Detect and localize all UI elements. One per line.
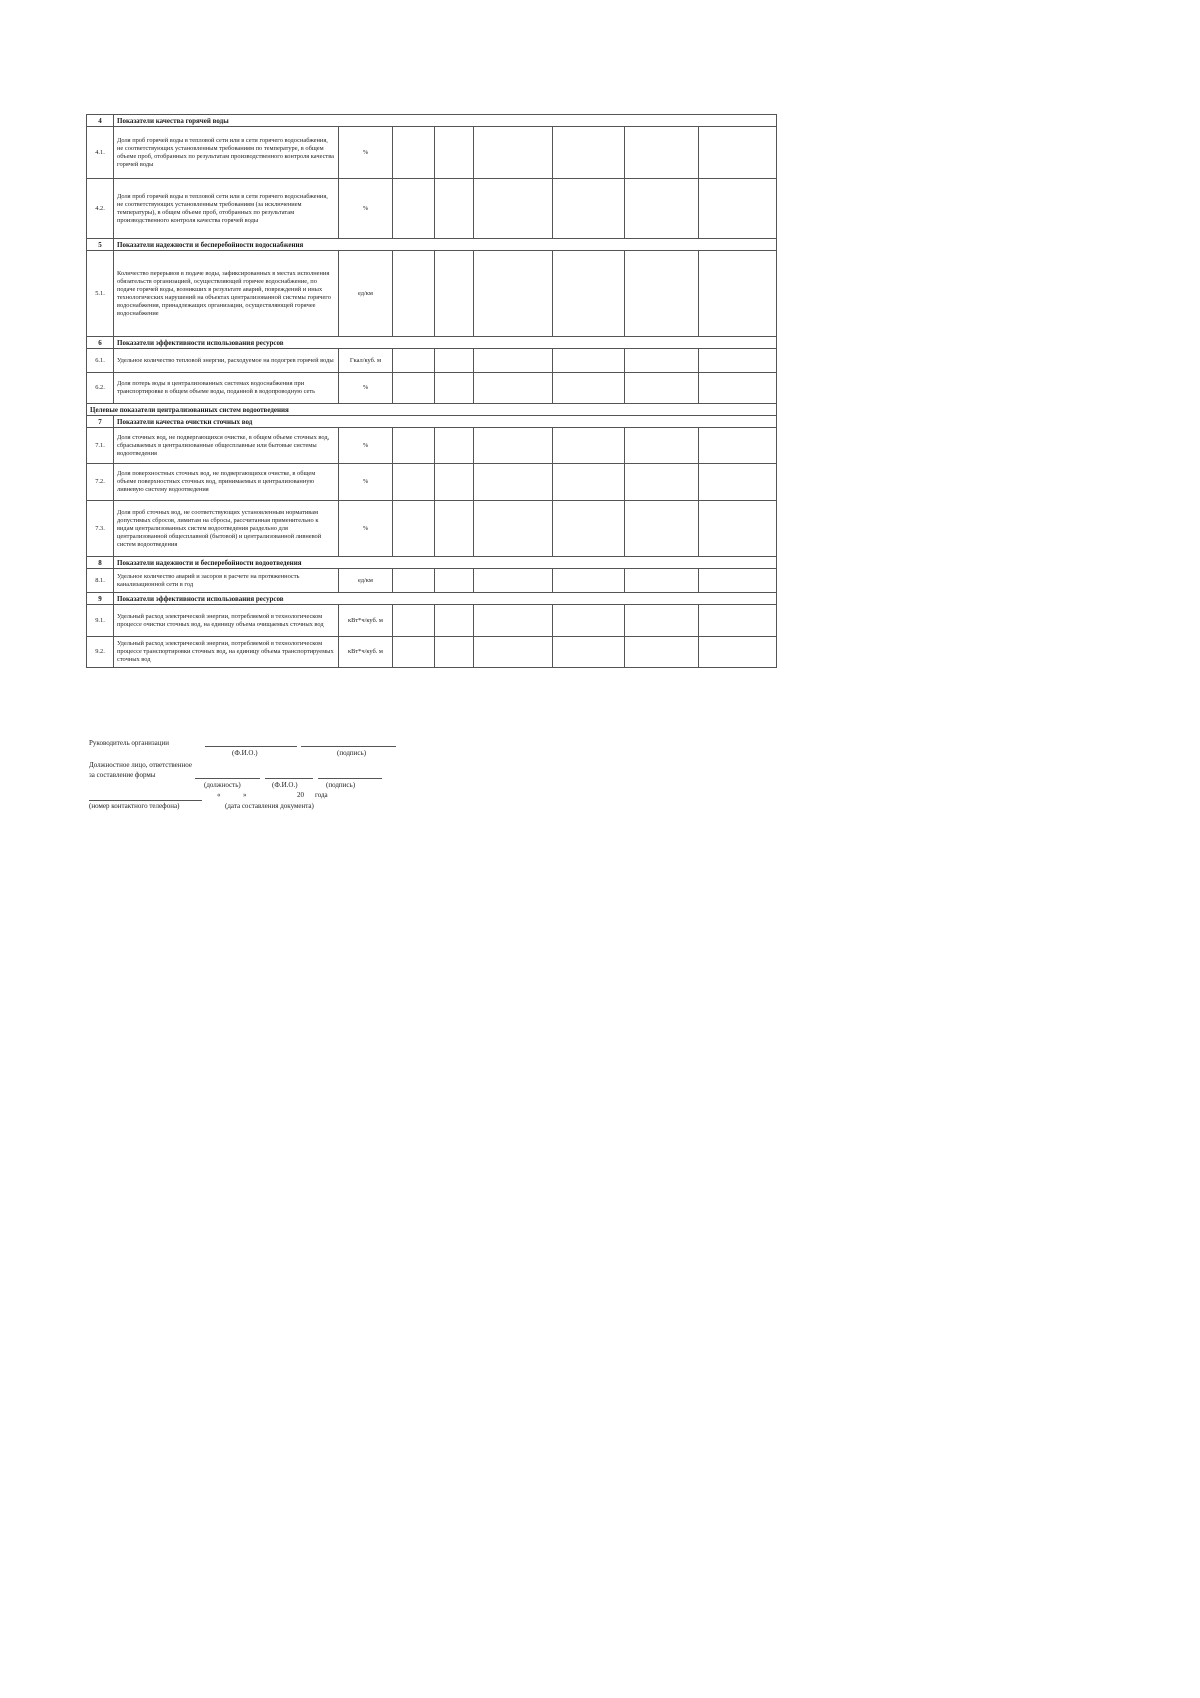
group-title: Целевые показатели централизованных систем водоотведения	[87, 404, 777, 416]
value-cell[interactable]	[393, 349, 435, 373]
value-cell[interactable]	[553, 605, 625, 637]
value-cell[interactable]	[435, 179, 474, 239]
value-cell[interactable]	[435, 127, 474, 179]
resp-position-line	[195, 778, 260, 779]
indicator-unit: кВт*ч/куб. м	[339, 637, 393, 668]
indicator-number: 4.2.	[87, 179, 114, 239]
phone-caption: (номер контактного телефона)	[89, 802, 180, 810]
value-cell[interactable]	[553, 251, 625, 337]
section-header-row	[87, 239, 777, 251]
section-header-row	[87, 337, 777, 349]
resp-label-1: Должностное лицо, ответственное	[89, 761, 192, 769]
value-cell[interactable]	[393, 428, 435, 464]
section-title: Показатели надежности и бесперебойности водоотведения	[114, 557, 777, 569]
section-title: Показатели качества очистки сточных вод	[114, 416, 777, 428]
value-cell[interactable]	[625, 501, 699, 557]
value-cell[interactable]	[474, 127, 553, 179]
head-sign-caption: (подпись)	[337, 749, 367, 757]
value-cell[interactable]	[699, 501, 777, 557]
section-title: Показатели качества горячей воды	[114, 115, 777, 127]
indicator-unit: %	[339, 501, 393, 557]
section-header-row	[87, 593, 777, 605]
value-cell[interactable]	[625, 349, 699, 373]
indicator-row	[87, 605, 777, 637]
section-header-row	[87, 416, 777, 428]
value-cell[interactable]	[474, 428, 553, 464]
value-cell[interactable]	[435, 428, 474, 464]
indicator-row	[87, 373, 777, 404]
indicator-name: Доля проб сточных вод, не соответствующих установленным нормативам допустимых сбросов, лимитам на сбросы, рассчитанная применительно к видам централизованных систем водоотведения раздельно для централизованной общесплавной (бытовой) и централизованной ливневой систем водоотведения	[114, 501, 339, 557]
resp-label-2: за составление формы	[89, 771, 156, 779]
value-cell[interactable]	[474, 605, 553, 637]
indicator-number: 6.1.	[87, 349, 114, 373]
value-cell[interactable]	[699, 127, 777, 179]
value-cell[interactable]	[474, 569, 553, 593]
indicator-unit: ед/км	[339, 569, 393, 593]
value-cell[interactable]	[393, 464, 435, 501]
value-cell[interactable]	[699, 605, 777, 637]
indicators-table	[86, 114, 777, 668]
indicator-name: Доля сточных вод, не подвергающихся очистке, в общем объеме сточных вод, сбрасываемых в централизованные общесплавные или бытовые системы водоотведения	[114, 428, 339, 464]
head-fio-line	[205, 746, 297, 747]
indicator-number: 4.1.	[87, 127, 114, 179]
indicator-name: Доля проб горячей воды в тепловой сети или в сети горячего водоснабжения, не соответствующих установленным требованиям (за исключением температуры), в общем объеме проб, отобранных по результатам производственного контроля качества горячей воды	[114, 179, 339, 239]
value-cell[interactable]	[553, 569, 625, 593]
resp-position-caption: (должность)	[204, 781, 241, 789]
value-cell[interactable]	[474, 251, 553, 337]
indicator-number: 8.1.	[87, 569, 114, 593]
indicator-number: 6.2.	[87, 373, 114, 404]
indicator-unit: %	[339, 373, 393, 404]
indicator-unit: %	[339, 464, 393, 501]
section-number: 9	[87, 593, 114, 605]
value-cell[interactable]	[435, 464, 474, 501]
section-number: 8	[87, 557, 114, 569]
value-cell[interactable]	[393, 569, 435, 593]
value-cell[interactable]	[625, 127, 699, 179]
indicator-row	[87, 179, 777, 239]
value-cell[interactable]	[435, 501, 474, 557]
indicator-name: Доля потерь воды в централизованных системах водоснабжения при транспортировке в общем объеме воды, поданной в водопроводную сеть	[114, 373, 339, 404]
value-cell[interactable]	[393, 637, 435, 668]
section-header-row	[87, 557, 777, 569]
indicator-name: Доля поверхностных сточных вод, не подвергающихся очистке, в общем объеме поверхностных сточных вод, принимаемых в централизованную ливневую систему водоотведения	[114, 464, 339, 501]
value-cell[interactable]	[553, 349, 625, 373]
value-cell[interactable]	[625, 605, 699, 637]
value-cell[interactable]	[699, 464, 777, 501]
date-quote-close: »	[243, 791, 247, 799]
resp-fio-line	[265, 778, 313, 779]
indicator-row	[87, 569, 777, 593]
value-cell[interactable]	[474, 349, 553, 373]
indicator-number: 7.1.	[87, 428, 114, 464]
section-number: 4	[87, 115, 114, 127]
section-header-row	[87, 115, 777, 127]
indicator-row	[87, 637, 777, 668]
value-cell[interactable]	[625, 464, 699, 501]
value-cell[interactable]	[553, 637, 625, 668]
indicator-row	[87, 349, 777, 373]
indicator-unit: %	[339, 127, 393, 179]
value-cell[interactable]	[393, 501, 435, 557]
head-label: Руководитель организации	[89, 739, 169, 747]
value-cell[interactable]	[625, 428, 699, 464]
value-cell[interactable]	[553, 373, 625, 404]
indicator-number: 7.2.	[87, 464, 114, 501]
indicator-unit: кВт*ч/куб. м	[339, 605, 393, 637]
value-cell[interactable]	[435, 605, 474, 637]
resp-sign-caption: (подпись)	[326, 781, 356, 789]
value-cell[interactable]	[474, 373, 553, 404]
value-cell[interactable]	[625, 569, 699, 593]
value-cell[interactable]	[393, 251, 435, 337]
value-cell[interactable]	[625, 179, 699, 239]
value-cell[interactable]	[553, 179, 625, 239]
value-cell[interactable]	[699, 179, 777, 239]
indicator-row	[87, 464, 777, 501]
value-cell[interactable]	[474, 501, 553, 557]
value-cell[interactable]	[699, 637, 777, 668]
value-cell[interactable]	[553, 501, 625, 557]
date-quote-open: «	[217, 791, 221, 799]
indicator-number: 7.3.	[87, 501, 114, 557]
value-cell[interactable]	[393, 605, 435, 637]
indicator-number: 9.2.	[87, 637, 114, 668]
indicator-row	[87, 501, 777, 557]
section-number: 5	[87, 239, 114, 251]
resp-sign-line	[318, 778, 382, 779]
date-year-suffix: года	[315, 791, 328, 799]
value-cell[interactable]	[474, 637, 553, 668]
value-cell[interactable]	[625, 373, 699, 404]
value-cell[interactable]	[625, 637, 699, 668]
indicator-unit: %	[339, 179, 393, 239]
head-sign-line	[301, 746, 396, 747]
indicator-number: 9.1.	[87, 605, 114, 637]
indicator-name: Удельное количество аварий и засоров в расчете на протяженность канализационной сети в год	[114, 569, 339, 593]
value-cell[interactable]	[699, 373, 777, 404]
indicator-name: Количество перерывов в подаче воды, зафиксированных в местах исполнения обязательств организацией, осуществляющей горячее водоснабжение, по подаче горячей воды, возникших в результате аварий, повреждений и иных технологических нарушений на объектах централизованной системы горячего водоснабжения, принадлежащих организации, осуществляющей горячее водоснабжение	[114, 251, 339, 337]
value-cell[interactable]	[553, 464, 625, 501]
value-cell[interactable]	[625, 251, 699, 337]
value-cell[interactable]	[435, 349, 474, 373]
value-cell[interactable]	[553, 127, 625, 179]
indicator-row	[87, 127, 777, 179]
value-cell[interactable]	[435, 569, 474, 593]
value-cell[interactable]	[393, 179, 435, 239]
indicator-row	[87, 251, 777, 337]
indicator-name: Удельный расход электрической энергии, потребляемой в технологическом процессе очистки сточных вод, на единицу объема очищаемых сточных вод	[114, 605, 339, 637]
value-cell[interactable]	[393, 373, 435, 404]
resp-fio-caption: (Ф.И.О.)	[272, 781, 298, 789]
value-cell[interactable]	[699, 349, 777, 373]
value-cell[interactable]	[435, 251, 474, 337]
value-cell[interactable]	[474, 179, 553, 239]
value-cell[interactable]	[699, 569, 777, 593]
phone-line	[89, 800, 202, 801]
value-cell[interactable]	[699, 251, 777, 337]
section-title: Показатели эффективности использования ресурсов	[114, 337, 777, 349]
value-cell[interactable]	[553, 428, 625, 464]
indicator-name: Доля проб горячей воды в тепловой сети или в сети горячего водоснабжения, не соответствующих установленным требованиям по температуре, в общем объеме проб, отобранных по результатам производственного контроля качества горячей воды	[114, 127, 339, 179]
section-number: 6	[87, 337, 114, 349]
head-fio-caption: (Ф.И.О.)	[232, 749, 258, 757]
indicator-unit: Гкал/куб. м	[339, 349, 393, 373]
indicator-unit: ед/км	[339, 251, 393, 337]
indicator-name: Удельный расход электрической энергии, потребляемой в технологическом процессе транспортировки сточных вод, на единицу объема транспортируемых сточных вод	[114, 637, 339, 668]
date-caption: (дата составления документа)	[225, 802, 314, 810]
indicator-name: Удельное количество тепловой энергии, расходуемое на подогрев горячей воды	[114, 349, 339, 373]
value-cell[interactable]	[435, 373, 474, 404]
group-header-row	[87, 404, 777, 416]
value-cell[interactable]	[393, 127, 435, 179]
date-year-prefix: 20	[297, 791, 304, 799]
value-cell[interactable]	[474, 464, 553, 501]
indicator-unit: %	[339, 428, 393, 464]
section-title: Показатели эффективности использования ресурсов	[114, 593, 777, 605]
value-cell[interactable]	[699, 428, 777, 464]
indicator-row	[87, 428, 777, 464]
value-cell[interactable]	[435, 637, 474, 668]
section-number: 7	[87, 416, 114, 428]
section-title: Показатели надежности и бесперебойности водоснабжения	[114, 239, 777, 251]
indicator-number: 5.1.	[87, 251, 114, 337]
